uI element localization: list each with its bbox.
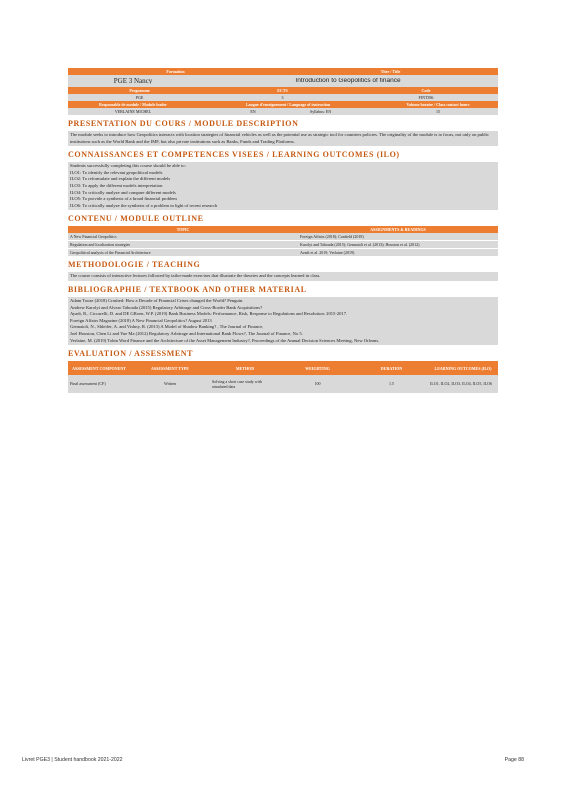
ilo-item: ILO4: To critically analyze and compare different models [70,189,176,195]
eval-component: Final assessment (CF) [70,381,106,387]
outline-topic: A New Financial Geopolitics [70,234,117,240]
outline-readings: Avadi et al. 2019; Verlaine (2019) [300,250,355,256]
bibliography-entry: Gennaioli, N., Shleifer, A. and Vishny, R. (2013) A Model of Shadow Banking? , The Journal of Finance, [70,324,264,330]
footer-page-number: Page 88 [504,757,524,763]
header-row-4 [68,94,498,101]
language-value: EN [250,108,256,114]
eval-col-method: METHOD [235,365,255,371]
ects-value: 3 [281,94,284,100]
page-footer [22,757,524,763]
presentation-heading: PRESENTATION DU COURS / MODULE DESCRIPTION [68,119,299,128]
table-row [68,241,498,249]
evaluation-table [68,361,498,393]
code-label: Code [421,87,431,93]
outline-table [68,226,498,256]
bibliography-block [68,297,498,345]
table-row [68,233,498,241]
bibliography-entry: Ayadi, R., Ciccarelli, D. and DE GRoen, W.P. (2019) Bank Business Models: Performance, Risk, Response to Regulations and Resolution: 2015-2017. [70,311,348,317]
methodology-heading: METHODOLOGIE / TEACHING [68,260,201,270]
footer-handbook-label: Livret PGE3 | Student handbook 2021-2022 [22,757,123,763]
responsible-label: Responsable de module / Module leader [99,101,167,107]
learning-outcomes-block [68,162,498,210]
eval-ilo: ILO1, ILO2, ILO3, ILO4, ILO5, ILO6 [430,381,492,387]
methodology-text: The course consists of interactive lectures followed by tailor-made exercises that illustrate the theories and the concepts learned in class. [70,273,321,279]
presentation-text: The module seeks to introduce how Geopolitics interacts with location strategies of financial vehicles as well as the potential use as strategic tool for countries policies. The originality of the module is to focus, not only on public institutions such as the World Bank and the IMF, but also private institutions such as Banks, Funds and Trading Platforms. [70,132,489,144]
formation-label: Formation [166,68,185,74]
bibliography-entry: Verlaine, M. (2019) Tobin Word Finance and the Architecture of the Asset Management Industry?, Proceedings of the Annual Decision Sciences Meeting, New Orleans. [70,337,380,343]
course-title: Introduction to Geopolitics of finance [295,78,401,84]
outline-header-row [68,226,498,233]
bibliography-entry: Adam Tooze (2018) Crashed: How a Decade of Financial Crises changed the World? Penguin. [70,297,244,303]
eval-weighting: 100 [314,381,321,387]
syllabus-language: Syllabus: EN [310,108,332,114]
table-row [68,249,498,256]
ilo-item: ILO2: To reformulate and explain the different models [70,176,171,182]
programme-value: PGE [135,94,144,100]
outline-col-topic: TOPIC [176,227,190,233]
header-row-6 [68,108,498,115]
eval-col-duration: DURATION [380,365,403,371]
header-row-5 [68,101,498,108]
formation-value: PGE 3 Nancy [113,78,153,84]
header-row-1 [68,68,498,75]
ects-label: ECTS [277,87,288,93]
ilo-item: ILO1: To identify the relevant geopolitical models [70,169,163,175]
bibliography-heading: BIBLIOGRAPHIE / TEXTBOOK AND OTHER MATERIAL [68,284,307,294]
eval-col-type: ASSESSMENT TYPE [151,365,189,371]
language-label: Langue d'enseignement / Language of instruction [245,101,331,107]
outline-col-readings: ASSIGNMENTS & READINGS [370,227,426,233]
eval-col-component: ASSESSMENT COMPONENT [72,365,126,371]
eval-duration: 1.5 [389,381,394,387]
eval-type: Written [163,381,177,387]
ilo-item: ILO5: To provide a synthesis of a broad financial problem [70,196,177,202]
bibliography-entry: Joel Houston, Chen Li and Yue Ma (2012) Regulatory Arbitrage and International Bank Flows?, The Journal of Finance, No 5. [70,330,303,336]
eval-col-ilo: LEARNING OUTCOMES (ILO) [434,365,492,371]
volume-value: 15 [436,108,440,114]
ilo-item: ILO6: To critically analyze the synthesis of a problem in light of recent research [70,202,218,208]
bibliography-entry: Andrew Karolyi and Alvaro Taboada (2015) Regulatory Arbitrage and Cross-Border Bank Acquisitions? [70,304,263,310]
outline-topic: Geopolitical analysis of the Financial Architecture [70,250,151,256]
evaluation-heading: EVALUATION / ASSESSMENT [68,349,194,359]
outline-topic: Regulation and localization strategies [70,242,131,248]
outline-readings: Foreign Affairs (2018); Canfield (2018) [300,234,364,240]
bibliography-entry: Foreign Affairs Magazine (2018) A New Financial Geopolitics? August 2013 [70,317,212,323]
evaluation-header-row [68,361,498,375]
outline-readings: Karolyi and Taboada (2015); Gennaioli et al. (2013); Houston et al. (2012) [300,242,420,248]
header-row-2 [68,75,498,87]
table-row [68,375,498,393]
methodology-block [68,272,498,281]
responsible-value: VERLAINE MICHEL [114,108,152,114]
ilo-intro: Students successfully completing this course should be able to: [70,163,186,169]
ilo-item: ILO3: To apply the different models interpretation [70,182,163,188]
learning-outcomes-heading: CONNAISSANCES ET COMPETENCES VISEES / LEARNING OUTCOMES (ILO) [68,150,400,160]
header-row-3 [68,87,498,94]
code-value: FINT396 [418,94,434,100]
eval-method: Solving a short case study with simulated data [212,378,262,390]
course-sheet [68,68,498,393]
title-label: Titre / Title [380,68,401,74]
eval-col-weighting: WEIGHTING [305,365,330,371]
outline-heading: CONTENU / MODULE OUTLINE [68,214,204,224]
programme-label: Programme [129,87,150,93]
presentation-block [68,131,498,146]
volume-label: Volume horaire / Class contact hours [406,101,470,107]
